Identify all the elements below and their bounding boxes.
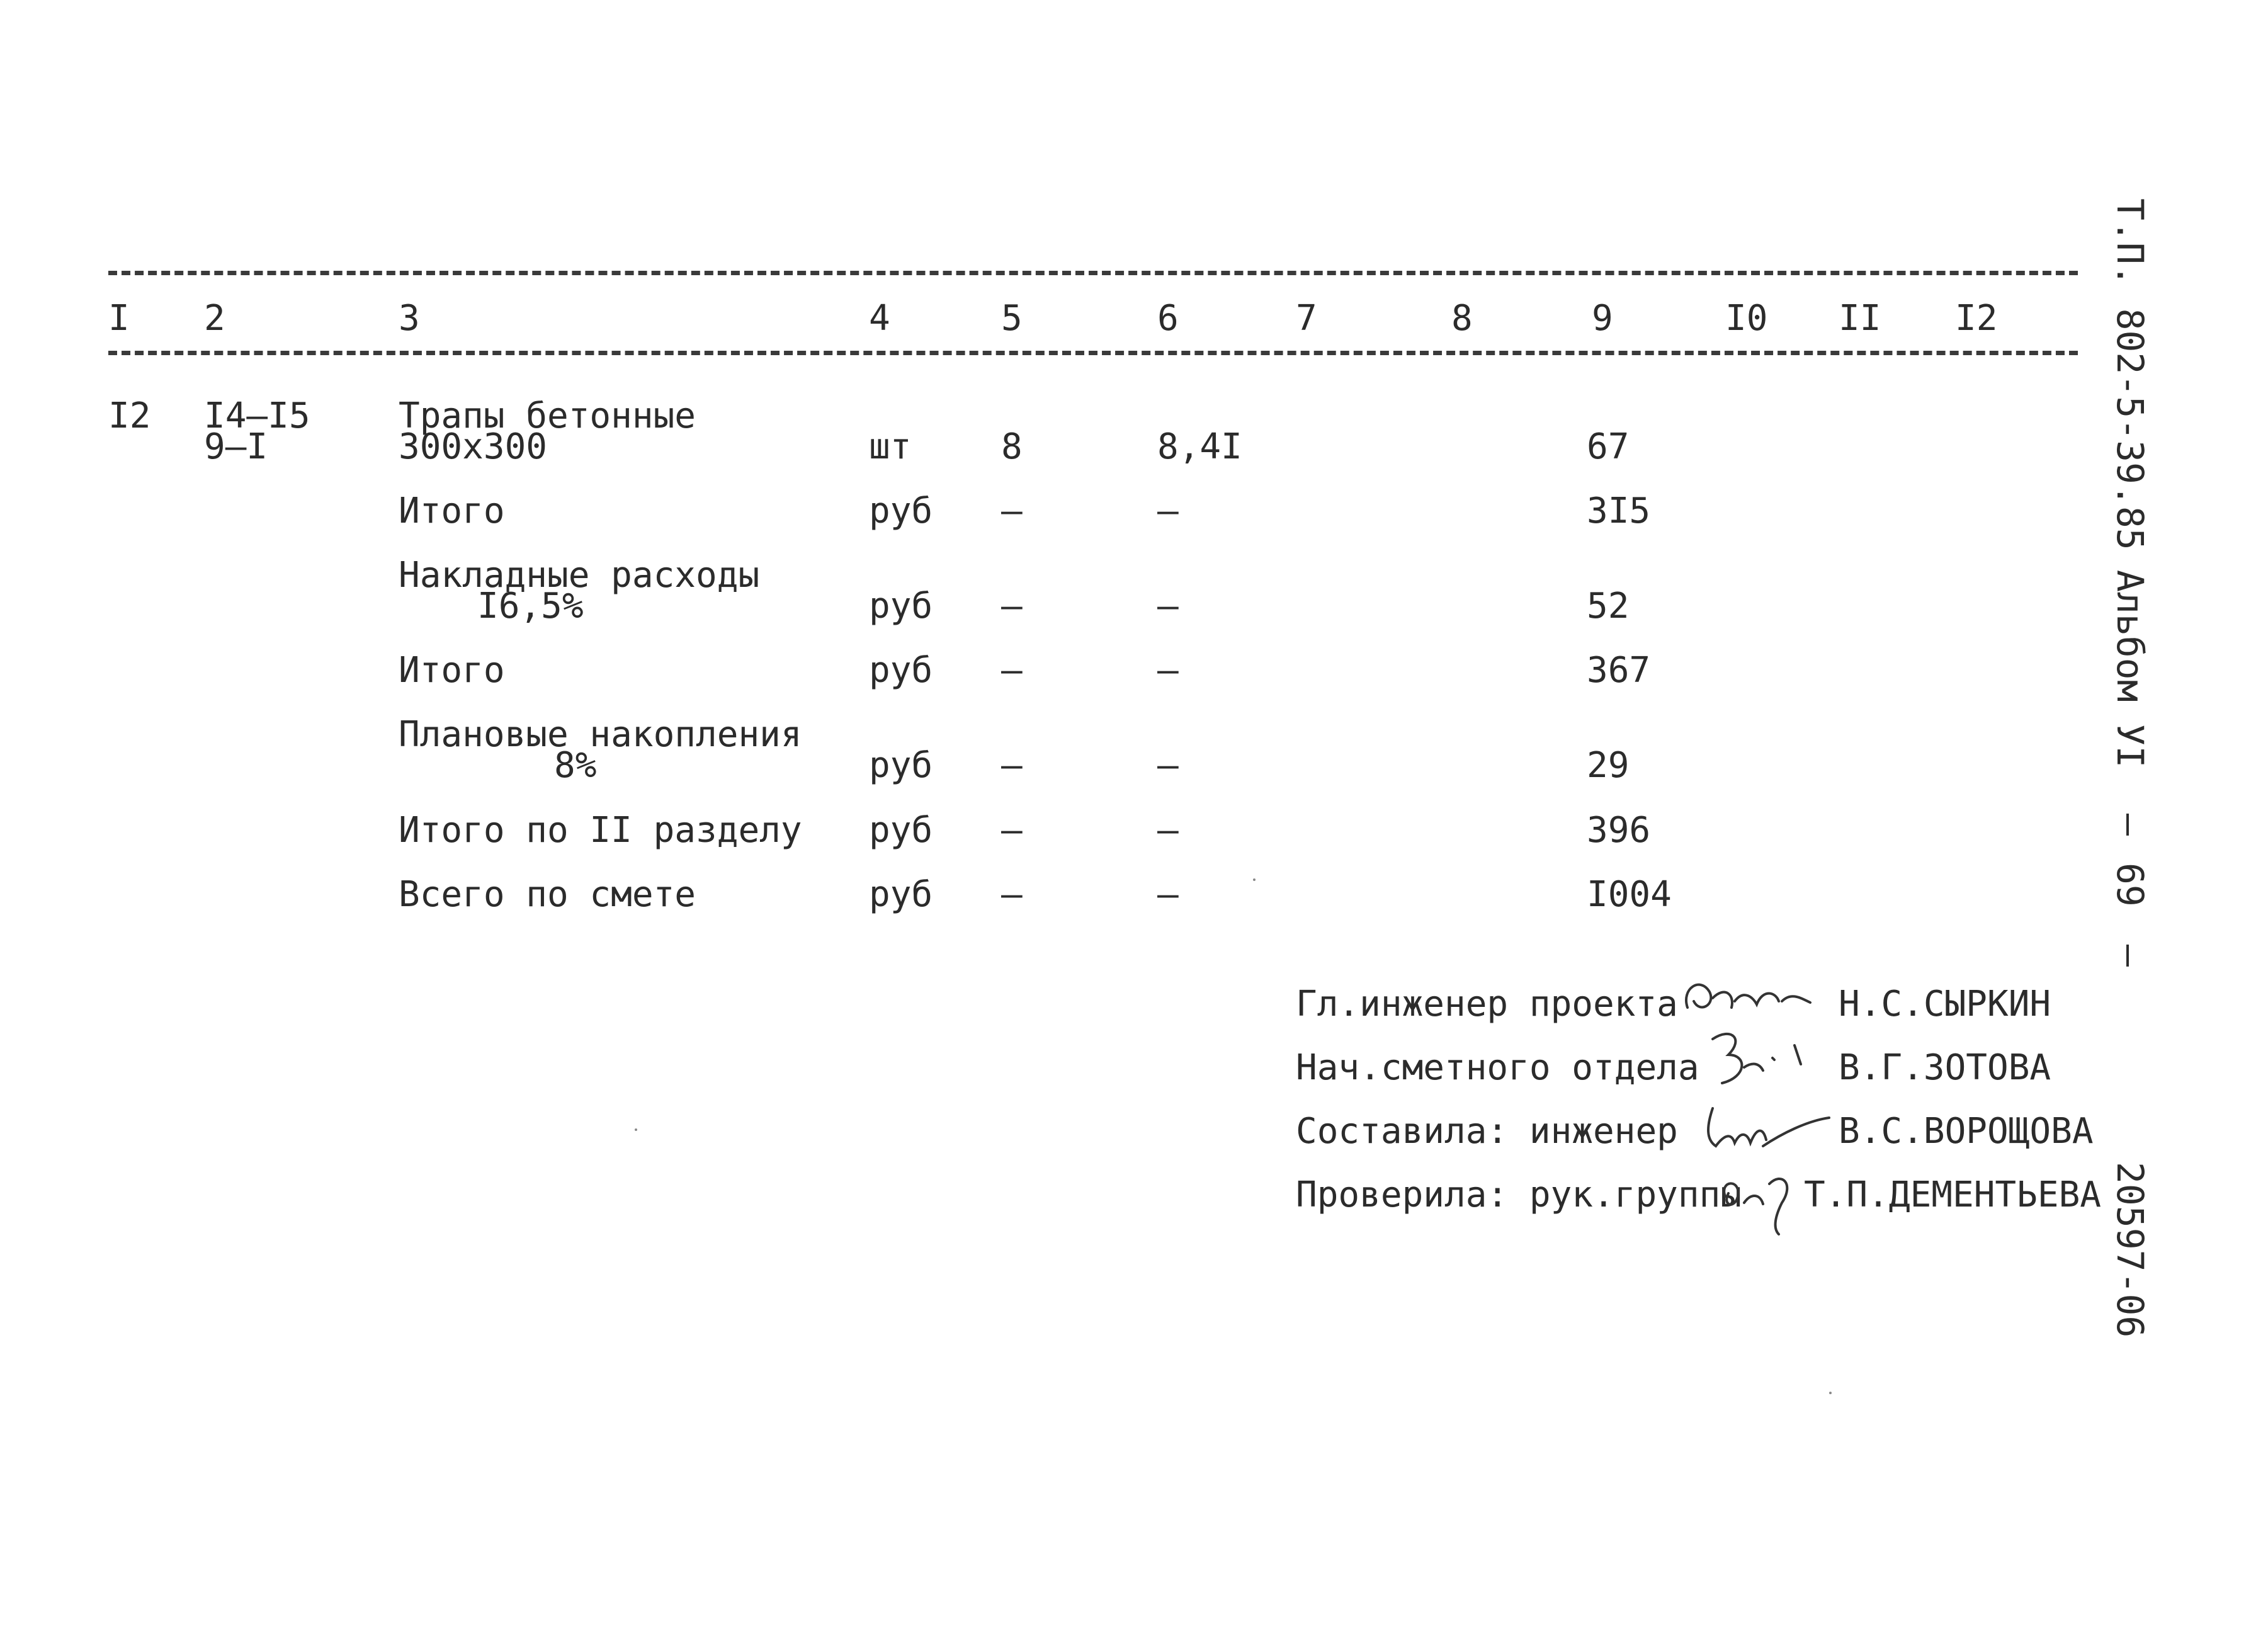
col-header-10: I0 [1725,298,1768,339]
scan-speck [1253,878,1256,881]
row-qty: – [1001,491,1023,531]
row-unit: руб [869,810,933,851]
row-name-line2: 300x300 [399,426,548,467]
row-name: Итого [399,491,505,531]
row-name: Всего по смете [399,874,696,915]
col-header-4: 4 [869,298,890,339]
page-dash-before: – [2109,814,2152,836]
signature-name: В.Г.ЗОТОВА [1839,1047,2051,1088]
signature-name: Н.С.СЫРКИН [1839,984,2051,1025]
col-header-12: I2 [1955,298,1998,339]
row-price: – [1157,586,1179,627]
row-unit: руб [869,491,933,531]
col-header-1: I [108,298,130,339]
row-qty: – [1001,810,1023,851]
signature-role: Составила: инженер [1296,1111,1678,1152]
handwritten-signature-2 [1694,1020,1813,1102]
row-total: 29 [1587,745,1630,786]
row-code: I4–I5 [204,395,310,436]
row-unit: руб [869,745,933,786]
row-code-line2: 9–I [204,426,268,467]
row-name: Плановые накопления [399,714,802,755]
row-name-line2: 8% [554,745,597,786]
row-unit: руб [869,586,933,627]
row-qty: – [1001,874,1023,915]
signature-role: Проверила: рук.группы [1296,1174,1742,1215]
row-total: 396 [1587,810,1651,851]
row-qty: – [1001,586,1023,627]
row-price: – [1157,745,1179,786]
handwritten-signature-3 [1687,1096,1839,1165]
row-total: 3I5 [1587,491,1651,531]
col-header-5: 5 [1001,298,1023,339]
sheet-code: 20597-06 [2109,1162,2152,1338]
signature-name: Т.П.ДЕМЕНТЬЕВА [1804,1174,2102,1215]
col-header-9: 9 [1592,298,1613,339]
row-unit: руб [869,650,933,691]
scan-speck [635,1128,637,1131]
row-total: 367 [1587,650,1651,691]
row-name: Итого по II разделу [399,810,802,851]
row-name: Накладные расходы [399,555,760,596]
signature-role: Нач.сметного отдела [1296,1047,1699,1088]
col-header-11: II [1839,298,1881,339]
header-top-rule [108,271,2078,275]
row-price: – [1157,491,1179,531]
row-qty: 8 [1001,426,1023,467]
col-header-8: 8 [1451,298,1473,339]
album-label: Альбом УI [2109,570,2152,768]
row-qty: – [1001,650,1023,691]
scan-speck [1829,1392,1832,1394]
row-total: 52 [1587,586,1630,627]
col-header-2: 2 [204,298,225,339]
row-unit: руб [869,874,933,915]
row-price: 8,4I [1157,426,1242,467]
row-total: 67 [1587,426,1630,467]
col-header-3: 3 [399,298,420,339]
row-price: – [1157,874,1179,915]
page-number: 69 [2109,863,2152,907]
row-name: Итого [399,650,505,691]
header-bottom-rule [108,351,2078,355]
signature-role: Гл.инженер проекта [1296,984,1678,1025]
page-dash-after: – [2109,945,2152,967]
row-price: – [1157,650,1179,691]
col-header-7: 7 [1296,298,1317,339]
handwritten-signature-4 [1713,1159,1813,1241]
row-unit: шт [869,426,912,467]
document-code: Т.П. 802-5-39.85 [2109,198,2152,550]
row-name: Трапы бетонные [399,395,696,436]
signature-name: В.С.ВОРОЩОВА [1839,1111,2094,1152]
row-qty: – [1001,745,1023,786]
row-number: I2 [108,395,151,436]
row-name-line2: I6,5% [477,586,584,627]
row-total: I004 [1587,874,1672,915]
col-header-6: 6 [1157,298,1179,339]
row-price: – [1157,810,1179,851]
